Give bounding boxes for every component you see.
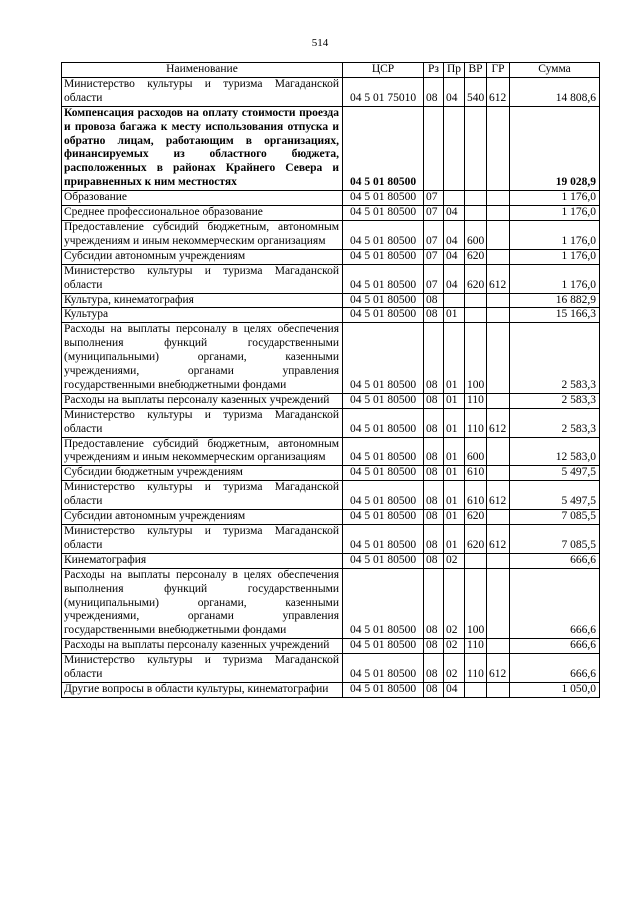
row-vr-cell: 110	[465, 654, 487, 683]
row-name-cell: Компенсация расходов на оплату стоимости проезда и провоза багажа к месту использования отпуска и обратно лицам, работающим в организациях, финансируемых из областного бюджета, расположенных в районах Крайнего Севера и приравненных к ним местностях	[62, 106, 343, 190]
row-vr-cell	[465, 553, 487, 568]
row-rz-cell: 07	[424, 206, 444, 221]
table-row	[62, 206, 600, 221]
row-pr-cell: 01	[444, 525, 465, 554]
row-vr-cell: 620	[465, 525, 487, 554]
row-pr-cell: 04	[444, 249, 465, 264]
row-csr-cell: 04 5 01 80500	[343, 249, 424, 264]
row-gr-cell	[487, 249, 510, 264]
row-sum-cell: 7 085,5	[510, 525, 600, 554]
row-vr-cell: 540	[465, 77, 487, 106]
row-sum-cell: 12 583,0	[510, 437, 600, 466]
table-row	[62, 106, 600, 190]
row-sum-cell: 1 176,0	[510, 264, 600, 293]
row-csr-cell: 04 5 01 80500	[343, 308, 424, 323]
row-csr-cell: 04 5 01 80500	[343, 510, 424, 525]
row-gr-cell: 612	[487, 525, 510, 554]
row-csr-cell: 04 5 01 80500	[343, 191, 424, 206]
row-name-cell: Министерство культуры и туризма Магаданской области	[62, 481, 343, 510]
row-sum-cell: 15 166,3	[510, 308, 600, 323]
row-pr-cell: 04	[444, 220, 465, 249]
table-row	[62, 264, 600, 293]
row-csr-cell: 04 5 01 80500	[343, 525, 424, 554]
row-gr-cell	[487, 308, 510, 323]
column-header-rz: Рз	[424, 63, 444, 78]
row-sum-cell: 14 808,6	[510, 77, 600, 106]
row-sum-cell: 16 882,9	[510, 293, 600, 308]
row-csr-cell: 04 5 01 80500	[343, 481, 424, 510]
row-sum-cell: 666,6	[510, 654, 600, 683]
column-header-vr: ВР	[465, 63, 487, 78]
row-name-cell: Расходы на выплаты персоналу в целях обеспечения выполнения функций государственными (муниципальными) органами, казенными учреждениями, органами управления государственными внебюджетными фондами	[62, 568, 343, 639]
row-gr-cell	[487, 553, 510, 568]
table-row	[62, 466, 600, 481]
row-pr-cell	[444, 106, 465, 190]
row-pr-cell: 02	[444, 568, 465, 639]
row-csr-cell: 04 5 01 80500	[343, 437, 424, 466]
row-sum-cell: 5 497,5	[510, 481, 600, 510]
row-sum-cell: 666,6	[510, 553, 600, 568]
row-sum-cell: 2 583,3	[510, 408, 600, 437]
row-vr-cell	[465, 682, 487, 697]
table-row	[62, 393, 600, 408]
row-gr-cell	[487, 323, 510, 394]
row-csr-cell: 04 5 01 80500	[343, 393, 424, 408]
row-gr-cell: 612	[487, 481, 510, 510]
row-vr-cell: 620	[465, 264, 487, 293]
row-name-cell: Другие вопросы в области культуры, кинематографии	[62, 682, 343, 697]
row-rz-cell: 08	[424, 77, 444, 106]
row-vr-cell	[465, 293, 487, 308]
row-sum-cell: 1 176,0	[510, 206, 600, 221]
row-vr-cell: 600	[465, 220, 487, 249]
table-row	[62, 220, 600, 249]
row-rz-cell: 08	[424, 437, 444, 466]
row-rz-cell: 08	[424, 408, 444, 437]
row-csr-cell: 04 5 01 80500	[343, 293, 424, 308]
row-vr-cell: 610	[465, 481, 487, 510]
table-row	[62, 639, 600, 654]
row-gr-cell: 612	[487, 77, 510, 106]
row-pr-cell: 01	[444, 323, 465, 394]
row-rz-cell: 08	[424, 654, 444, 683]
table-row	[62, 408, 600, 437]
row-csr-cell: 04 5 01 80500	[343, 264, 424, 293]
row-pr-cell: 04	[444, 206, 465, 221]
row-vr-cell: 600	[465, 437, 487, 466]
row-sum-cell: 666,6	[510, 639, 600, 654]
row-pr-cell: 02	[444, 654, 465, 683]
row-rz-cell: 08	[424, 466, 444, 481]
row-gr-cell	[487, 437, 510, 466]
column-header-name: Наименование	[62, 63, 343, 78]
row-sum-cell: 19 028,9	[510, 106, 600, 190]
row-sum-cell: 1 176,0	[510, 191, 600, 206]
row-vr-cell: 610	[465, 466, 487, 481]
row-sum-cell: 1 176,0	[510, 220, 600, 249]
row-name-cell: Субсидии бюджетным учреждениям	[62, 466, 343, 481]
table-row	[62, 568, 600, 639]
row-vr-cell	[465, 308, 487, 323]
row-sum-cell: 1 050,0	[510, 682, 600, 697]
table-row	[62, 77, 600, 106]
row-rz-cell: 07	[424, 220, 444, 249]
row-vr-cell: 620	[465, 249, 487, 264]
row-pr-cell: 01	[444, 437, 465, 466]
row-vr-cell	[465, 191, 487, 206]
row-pr-cell: 04	[444, 264, 465, 293]
table-row	[62, 293, 600, 308]
row-pr-cell: 01	[444, 510, 465, 525]
row-gr-cell	[487, 206, 510, 221]
row-csr-cell: 04 5 01 80500	[343, 408, 424, 437]
row-csr-cell: 04 5 01 80500	[343, 323, 424, 394]
table-row	[62, 323, 600, 394]
row-gr-cell	[487, 568, 510, 639]
table-row	[62, 654, 600, 683]
row-name-cell: Министерство культуры и туризма Магаданской области	[62, 77, 343, 106]
table-row	[62, 437, 600, 466]
row-rz-cell	[424, 106, 444, 190]
row-rz-cell: 08	[424, 323, 444, 394]
row-csr-cell: 04 5 01 80500	[343, 106, 424, 190]
table-header-row	[62, 63, 600, 78]
row-gr-cell	[487, 639, 510, 654]
row-pr-cell: 04	[444, 682, 465, 697]
column-header-pr: Пр	[444, 63, 465, 78]
row-rz-cell: 08	[424, 639, 444, 654]
row-vr-cell: 110	[465, 393, 487, 408]
row-sum-cell: 2 583,3	[510, 393, 600, 408]
row-gr-cell: 612	[487, 264, 510, 293]
table-row	[62, 308, 600, 323]
row-pr-cell: 04	[444, 77, 465, 106]
row-name-cell: Министерство культуры и туризма Магаданской области	[62, 654, 343, 683]
table-row	[62, 481, 600, 510]
row-gr-cell	[487, 466, 510, 481]
row-gr-cell	[487, 393, 510, 408]
row-gr-cell	[487, 293, 510, 308]
row-pr-cell	[444, 293, 465, 308]
row-gr-cell	[487, 106, 510, 190]
column-header-sum: Сумма	[510, 63, 600, 78]
budget-table	[61, 62, 600, 698]
row-name-cell: Субсидии автономным учреждениям	[62, 249, 343, 264]
row-name-cell: Расходы на выплаты персоналу казенных учреждений	[62, 393, 343, 408]
row-rz-cell: 08	[424, 568, 444, 639]
row-vr-cell: 110	[465, 639, 487, 654]
row-name-cell: Кинематография	[62, 553, 343, 568]
row-name-cell: Субсидии автономным учреждениям	[62, 510, 343, 525]
row-rz-cell: 08	[424, 553, 444, 568]
row-csr-cell: 04 5 01 80500	[343, 568, 424, 639]
row-name-cell: Предоставление субсидий бюджетным, автономным учреждениям и иным некоммерческим организациям	[62, 220, 343, 249]
row-pr-cell: 01	[444, 481, 465, 510]
row-name-cell: Расходы на выплаты персоналу в целях обеспечения выполнения функций государственными (муниципальными) органами, казенными учреждениями, органами управления государственными внебюджетными фондами	[62, 323, 343, 394]
row-pr-cell: 01	[444, 393, 465, 408]
row-name-cell: Расходы на выплаты персоналу казенных учреждений	[62, 639, 343, 654]
row-rz-cell: 08	[424, 393, 444, 408]
row-name-cell: Культура, кинематография	[62, 293, 343, 308]
page-number: 514	[311, 37, 329, 49]
row-name-cell: Министерство культуры и туризма Магаданской области	[62, 408, 343, 437]
row-rz-cell: 07	[424, 264, 444, 293]
row-name-cell: Министерство культуры и туризма Магаданской области	[62, 525, 343, 554]
row-rz-cell: 08	[424, 682, 444, 697]
row-pr-cell	[444, 191, 465, 206]
row-rz-cell: 08	[424, 308, 444, 323]
row-pr-cell: 02	[444, 639, 465, 654]
row-sum-cell: 5 497,5	[510, 466, 600, 481]
row-rz-cell: 08	[424, 510, 444, 525]
row-name-cell: Предоставление субсидий бюджетным, автономным учреждениям и иным некоммерческим организациям	[62, 437, 343, 466]
row-gr-cell	[487, 220, 510, 249]
table-row	[62, 249, 600, 264]
row-pr-cell: 01	[444, 466, 465, 481]
row-vr-cell	[465, 206, 487, 221]
row-name-cell: Культура	[62, 308, 343, 323]
row-gr-cell	[487, 510, 510, 525]
row-gr-cell: 612	[487, 654, 510, 683]
row-name-cell: Образование	[62, 191, 343, 206]
column-header-csr: ЦСР	[343, 63, 424, 78]
table-row	[62, 525, 600, 554]
row-sum-cell: 7 085,5	[510, 510, 600, 525]
row-pr-cell: 01	[444, 308, 465, 323]
table-row	[62, 682, 600, 697]
row-csr-cell: 04 5 01 80500	[343, 220, 424, 249]
row-rz-cell: 08	[424, 525, 444, 554]
row-name-cell: Министерство культуры и туризма Магаданской области	[62, 264, 343, 293]
row-vr-cell	[465, 106, 487, 190]
row-csr-cell: 04 5 01 80500	[343, 206, 424, 221]
row-rz-cell: 08	[424, 293, 444, 308]
row-sum-cell: 2 583,3	[510, 323, 600, 394]
row-rz-cell: 07	[424, 249, 444, 264]
row-gr-cell	[487, 191, 510, 206]
column-header-gr: ГР	[487, 63, 510, 78]
row-gr-cell: 612	[487, 408, 510, 437]
table-row	[62, 510, 600, 525]
row-vr-cell: 100	[465, 323, 487, 394]
row-rz-cell: 08	[424, 481, 444, 510]
row-vr-cell: 100	[465, 568, 487, 639]
row-vr-cell: 110	[465, 408, 487, 437]
row-csr-cell: 04 5 01 80500	[343, 553, 424, 568]
table-body	[62, 77, 600, 697]
row-pr-cell: 02	[444, 553, 465, 568]
row-csr-cell: 04 5 01 80500	[343, 639, 424, 654]
row-vr-cell: 620	[465, 510, 487, 525]
row-sum-cell: 666,6	[510, 568, 600, 639]
row-csr-cell: 04 5 01 80500	[343, 682, 424, 697]
table-row	[62, 191, 600, 206]
row-csr-cell: 04 5 01 75010	[343, 77, 424, 106]
row-csr-cell: 04 5 01 80500	[343, 466, 424, 481]
row-gr-cell	[487, 682, 510, 697]
row-sum-cell: 1 176,0	[510, 249, 600, 264]
row-pr-cell: 01	[444, 408, 465, 437]
row-csr-cell: 04 5 01 80500	[343, 654, 424, 683]
row-name-cell: Среднее профессиональное образование	[62, 206, 343, 221]
row-rz-cell: 07	[424, 191, 444, 206]
table-row	[62, 553, 600, 568]
